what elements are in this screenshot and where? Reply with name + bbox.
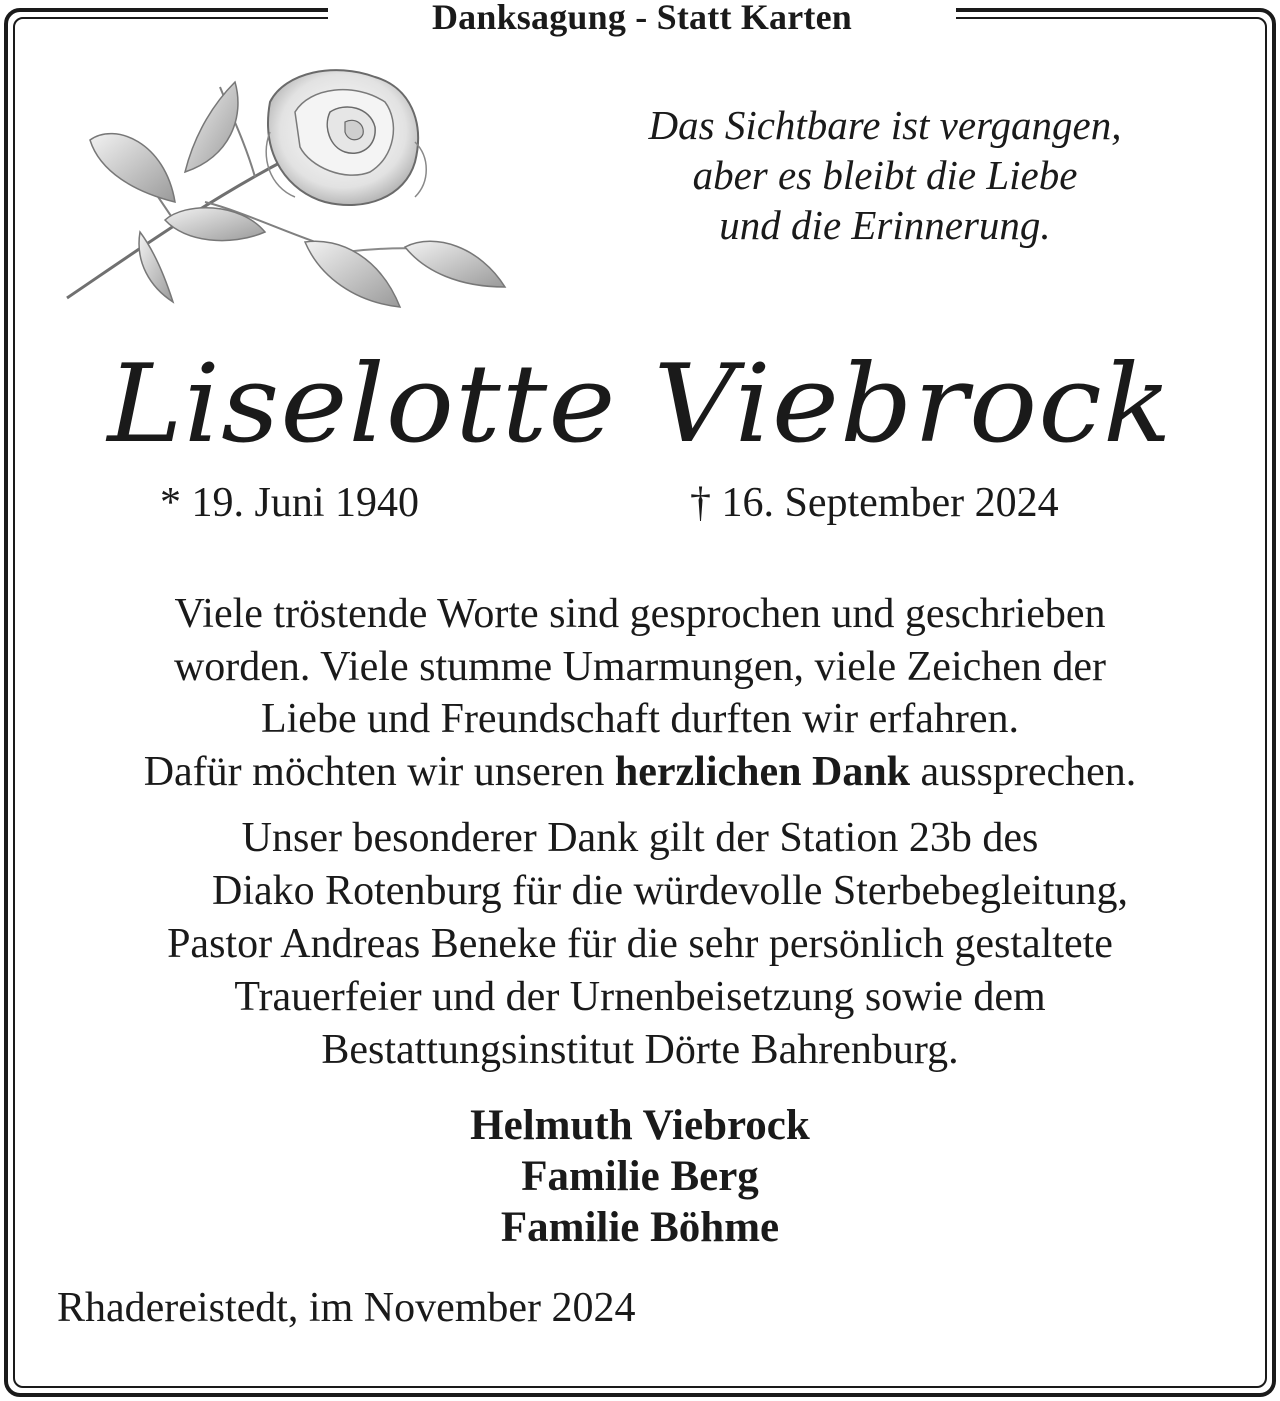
quote-line: und die Erinnerung. (719, 202, 1051, 248)
emphasis-text: herzlichen Dank (614, 748, 911, 795)
quote-line: aber es bleibt die Liebe (692, 152, 1078, 198)
paragraph-line: Diako Rotenburg für die würdevolle Sterbebegleitung, (211, 868, 1128, 914)
paragraph-line: Unser besonderer Dank gilt der Station 23b des (241, 815, 1039, 861)
paragraph-line: Trauerfeier und der Urnenbeisetzung sowie dem (234, 974, 1046, 1020)
birth-date: * 19. Juni 1940 (160, 480, 420, 526)
header-title: Danksagung - Statt Karten (431, 0, 853, 37)
death-date: † 16. September 2024 (690, 480, 1059, 526)
signers-block (0, 1100, 1280, 1253)
paragraph-line: Viele tröstende Worte sind gesprochen und geschrieben (174, 591, 1106, 637)
paragraph-text: Dafür möchten wir unseren (143, 748, 615, 795)
deceased-name: Liselotte Viebrock (107, 342, 1173, 467)
special-thanks-paragraph (40, 812, 1240, 1077)
paragraph-line: Liebe und Freundschaft durften wir erfahren. (260, 696, 1020, 742)
quote-line: Das Sichtbare ist vergangen, (648, 102, 1122, 148)
paragraph-line (40, 746, 1240, 799)
signer-name: Familie Berg (521, 1153, 759, 1200)
quote-block (560, 100, 1210, 250)
paragraph-line: Bestattungsinstitut Dörte Bahrenburg. (321, 1027, 959, 1073)
paragraph-text: aussprechen. (910, 748, 1137, 795)
thanks-paragraph (40, 588, 1240, 798)
paragraph-line: Pastor Andreas Beneke für die sehr persönlich gestaltete (167, 921, 1113, 967)
signer-name: Helmuth Viebrock (470, 1102, 810, 1149)
place-date: Rhadereistedt, im November 2024 (57, 1285, 636, 1331)
paragraph-line: worden. Viele stumme Umarmungen, viele Zeichen der (173, 643, 1107, 690)
rose-icon (55, 62, 507, 340)
signer-name: Familie Böhme (500, 1204, 780, 1251)
